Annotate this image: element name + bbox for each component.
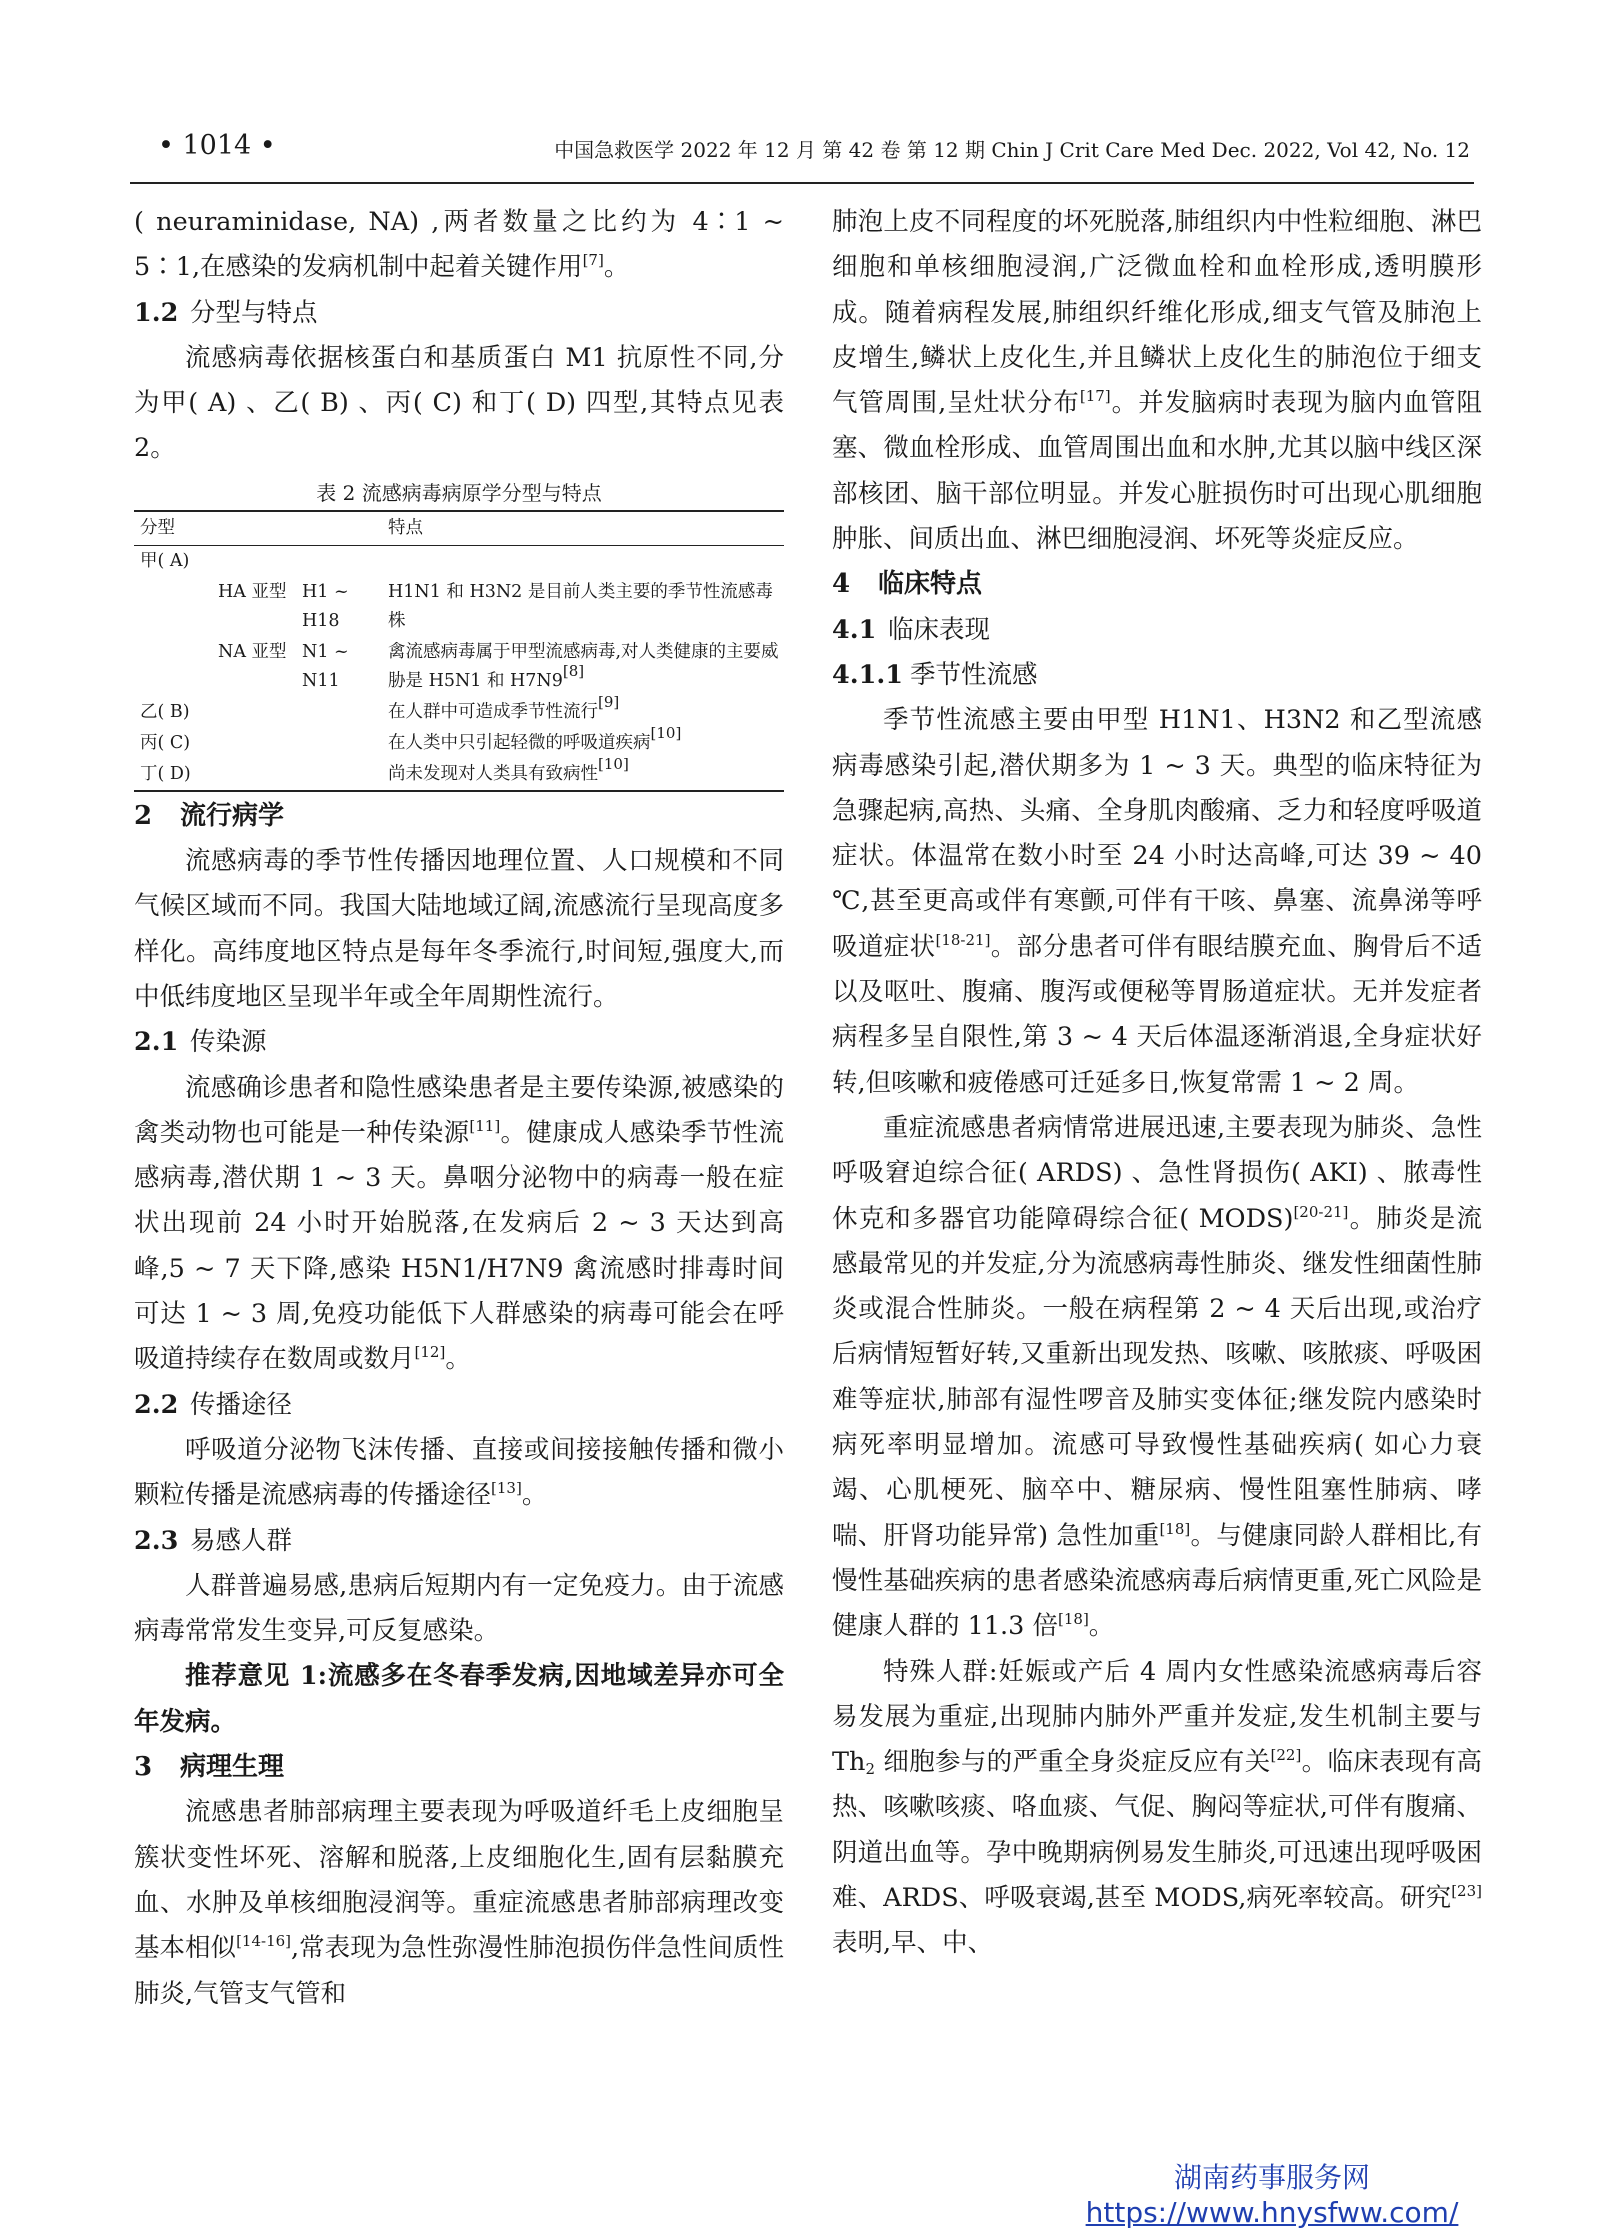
paragraph: 重症流感患者病情常进展迅速,主要表现为肺炎、急性呼吸窘迫综合征( ARDS) 、急性肾损伤( AKI) 、脓毒性休克和多器官功能障碍综合征( MODS)[20-21]。肺炎是流感最常见的并发症,分为流感病毒性肺炎、继发性细菌性肺炎或混合性肺炎。一般在病程第 2 ~ 4 天后出现,或治疗后病情短暂好转,又重新出现发热、咳嗽、咳脓痰、呼吸困难等症状,肺部有湿性啰音及肺实变体征;继发院内感染时病死率明显增加。流感可导致慢性基础疾病( 如心力衰竭、心肌梗死、脑卒中、糖尿病、慢性阻塞性肺病、哮喘、肝肾功能异常) 急性加重[18]。与健康同龄人群相比,有慢性基础疾病的患者感染流感病毒后病情更重,死亡风险是健康人群的 11.3 倍[18]。 — [832, 1112, 1482, 1642]
section-heading-2-3: 2.3 易感人群 — [134, 1525, 293, 1556]
section-heading-2: 2 流行病学 — [134, 800, 285, 831]
running-header — [130, 130, 1470, 170]
table-row: 甲( A) — [140, 550, 190, 571]
table-header-row — [134, 512, 784, 546]
table-row: HA 亚型 H1 ~ H18 H1N1 和 H3N2 是目前人类主要的季节性流感毒株 — [218, 581, 773, 631]
paragraph: 特殊人群:妊娠或产后 4 周内女性感染流感病毒后容易发展为重症,出现肺内肺外严重并发症,发生机制主要与 $Th_2$ 细胞参与的严重全身炎症反应有关[22]。临床表现有高热、咳嗽咳痰、咯血痰、气促、胸闷等症状,可伴有腹痛、阴道出血等。孕中晚期病例易发生肺炎,可迅速出现呼吸困难、ARDS、呼吸衰竭,甚至 MODS,病死率较高。研究[23]表明,早、中、 — [832, 1656, 1482, 1959]
citation-ref: [7] — [582, 251, 604, 270]
watermark-url[interactable]: https://www.hnysfww.com/ — [1085, 2196, 1459, 2229]
right-column — [832, 200, 1482, 1967]
recommendation-1: 推荐意见 1:流感多在冬春季发病,因地域差异亦可全年发病。 — [134, 1661, 784, 1737]
paragraph: 季节性流感主要由甲型 H1N1、H3N2 和乙型流感病毒感染引起,潜伏期多为 1 ~ 3 天。典型的临床特征为急骤起病,高热、头痛、全身肌肉酸痛、乏力和轻度呼吸道症状。体温常在数小时至 24 小时达高峰,可达 39 ~ 40 ℃,甚至更高或伴有寒颤,可伴有干咳、鼻塞、流鼻涕等呼吸道症状[18-21]。部分患者可伴有眼结膜充血、胸骨后不适以及呕吐、腹痛、腹泻或便秘等胃肠道症状。无并发症者病程多呈自限性,第 3 ~ 4 天后体温逐渐消退,全身症状好转,但咳嗽和疲倦感可迁延多日,恢复常需 1 ~ 2 周。 — [832, 705, 1482, 1098]
section-heading-3: 3 病理生理 — [134, 1752, 285, 1783]
section-heading-4-1-1: 4.1.1 季节性流感 — [832, 659, 1038, 690]
section-heading-4-1: 4.1 临床表现 — [832, 614, 991, 645]
section-heading-4: 4 临床特点 — [832, 569, 983, 600]
paragraph: 流感病毒的季节性传播因地理位置、人口规模和不同气候区域而不同。我国大陆地域辽阔,流感流行呈现高度多样化。高纬度地区特点是每年冬季流行,时间短,强度大,而中低纬度地区呈现半年或全年周期性流行。 — [134, 846, 784, 1012]
paragraph: ( neuraminidase, NA) ,两者数量之比约为 4∶1 ~ 5∶1,在感染的发病机制中起着关键作用[7]。 — [134, 207, 784, 283]
table-row: 丙( C) 在人类中只引起轻微的呼吸道疾病[10] — [140, 723, 682, 753]
table-row: 乙( B) 在人群中可造成季节性流行[9] — [140, 692, 620, 722]
left-column — [134, 200, 784, 2017]
watermark — [1072, 2160, 1472, 2230]
table-header-feature: 特点 — [388, 517, 423, 538]
table-header-type: 分型 — [140, 517, 175, 538]
paragraph: 肺泡上皮不同程度的坏死脱落,肺组织内中性粒细胞、淋巴细胞和单核细胞浸润,广泛微血栓和血栓形成,透明膜形成。随着病程发展,肺组织纤维化形成,细支气管及肺泡上皮增生,鳞状上皮化生,并且鳞状上皮化生的肺泡位于细支气管周围,呈灶状分布[17]。并发脑病时表现为脑内血管阻塞、微血栓形成、血管周围出血和水肿,尤其以脑中线区深部核团、脑干部位明显。并发心脏损伤时可出现心肌细胞肿胀、间质出血、淋巴细胞浸润、坏死等炎症反应。 — [832, 207, 1482, 555]
page-number: • 1014 • — [158, 130, 276, 161]
watermark-site-name: 湖南药事服务网 — [1173, 2161, 1370, 2194]
table-row: NA 亚型 N1 ~ N11 禽流感病毒属于甲型流感病毒,对人类健康的主要威胁是 H5N1 和 H7N9[8] — [218, 641, 779, 691]
journal-citation: 中国急救医学 2022 年 12 月 第 42 卷 第 12 期 Chin J Crit Care Med Dec. 2022, Vol 42, No. 12 — [554, 138, 1470, 162]
header-rule — [130, 182, 1474, 184]
paragraph: 流感患者肺部病理主要表现为呼吸道纤毛上皮细胞呈簇状变性坏死、溶解和脱落,上皮细胞化生,固有层黏膜充血、水肿及单核细胞浸润等。重症流感患者肺部病理改变基本相似[14-16],常表现为急性弥漫性肺泡损伤伴急性间质性肺炎,气管支气管和 — [134, 1797, 784, 2009]
table-2 — [134, 510, 784, 792]
table-caption: 表 2 流感病毒病原学分型与特点 — [316, 480, 602, 505]
paragraph: 人群普遍易感,患病后短期内有一定免疫力。由于流感病毒常常发生变异,可反复感染。 — [134, 1570, 784, 1647]
section-heading-2-2: 2.2 传播途径 — [134, 1389, 293, 1420]
paragraph: 流感确诊患者和隐性感染患者是主要传染源,被感染的禽类动物也可能是一种传染源[11]。健康成人感染季节性流感病毒,潜伏期 1 ~ 3 天。鼻咽分泌物中的病毒一般在症状出现前 24 小时开始脱落,在发病后 2 ~ 3 天达到高峰,5 ~ 7 天下降,感染 H5N1/H7N9 禽流感时排毒时间可达 1 ~ 3 周,免疫功能低下人群感染的病毒可能会在呼吸道持续存在数周或数月[12]。 — [134, 1072, 784, 1375]
table-row: 丁( D) 尚未发现对人类具有致病性[10] — [140, 754, 629, 784]
paragraph: 呼吸道分泌物飞沫传播、直接或间接接触传播和微小颗粒传播是流感病毒的传播途径[13]。 — [134, 1434, 784, 1511]
section-heading-2-1: 2.1 传染源 — [134, 1027, 267, 1058]
paragraph: 流感病毒依据核蛋白和基质蛋白 M1 抗原性不同,分为甲( A) 、乙( B) 、丙( C) 和丁( D) 四型,其特点见表 2。 — [134, 342, 784, 464]
section-heading-1-2: 1.2 分型与特点 — [134, 297, 318, 328]
